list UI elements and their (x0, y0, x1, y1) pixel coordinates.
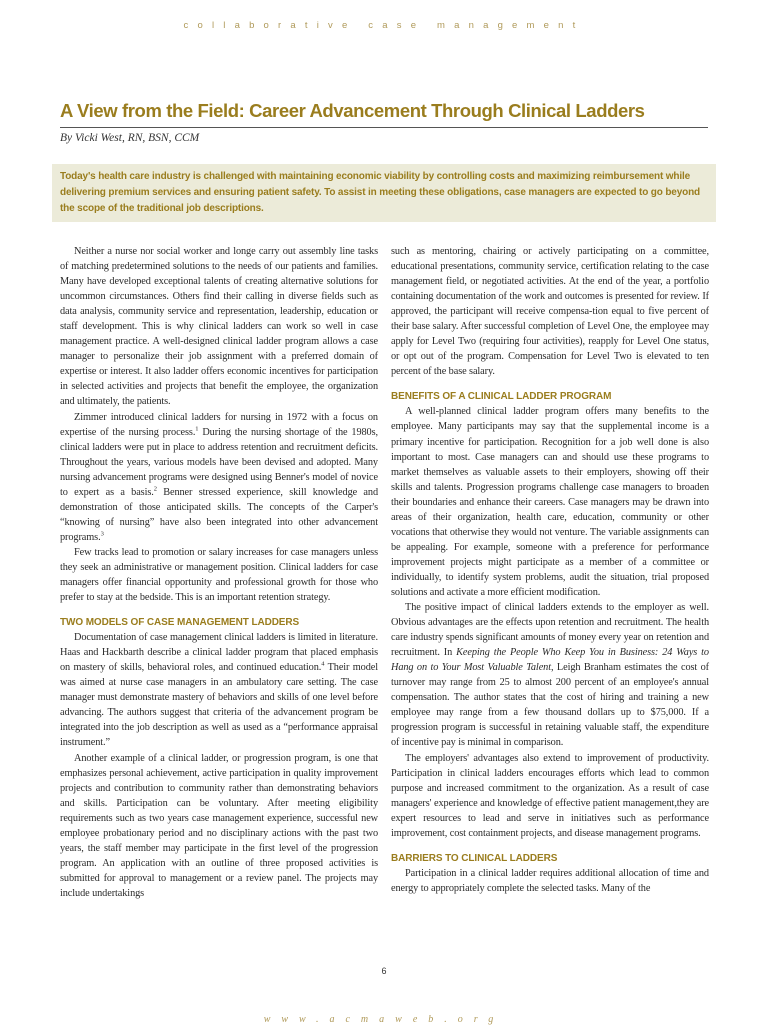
abstract-box (52, 164, 716, 222)
text-run: The positive impact of clinical ladders extends to the employer as well. Obvious advantages are the effects upon retention and recruitment. The health care industry spends significant amounts of money every year on retention and recruitment. In (391, 602, 709, 659)
article-title: A View from the Field: Career Advancement Through Clinical Ladders (60, 100, 645, 121)
body-paragraph: Few tracks lead to promotion or salary increases for case managers unless they seek an administrative or management position. Clinical ladders for case managers offer financial opportunity and professional growth for those who prefer to stay at the bedside. This is an important retention strategy. (60, 546, 378, 604)
text-run: , Leigh Branham estimates the cost of turnover may range from 25 to almost 200 percent of an employee's annual compensation. The author states that the cost of hiring and training a new employee may range from a few thousand dollars up to $75,000. If a progression program is successful in retaining valuable staff, the expenditure of incentive pay is minimal in comparison. (391, 662, 709, 749)
footer-url: www.acmaweb.org (263, 1014, 505, 1025)
text-run: Their model was aimed at nurse case managers in an ambulatory care setting. The case manager must demonstrate mastery of behaviors and skills of one level before advancing. The authors suggest that criteria of the advancement program be integrated into the job description as well as used as a “performance appraisal instrument.” (60, 662, 378, 749)
title-divider (60, 127, 708, 128)
text-run: During the nursing shortage of the 1980s, clinical ladders were put in place to address retention and recruitment deficits. Throughout the years, various models have been devised and adopted. Many nursing advancement programs were designed using Benner's model of novice to expert as a basis. (60, 426, 378, 498)
body-paragraph (60, 410, 378, 545)
body-paragraph: The employers' advantages also extend to improvement of productivity. Participation in clinical ladders encourages efforts which lead to common purpose and increased commitment to the organization. As a result of case managers' experience and knowledge of effective patient management,they are expert resources to lead and serve in initiatives such as performance improvement, cost containment projects, and disease management programs. (391, 752, 709, 839)
reference-marker: 1 (195, 425, 199, 433)
section-heading: BARRIERS TO CLINICAL LADDERS (391, 852, 558, 864)
page-number: 6 (381, 966, 387, 976)
book-title: Keeping the People Who Keep You in Business: 24 Ways to Hang on to Your Most Valuable Talent (391, 647, 709, 674)
left-column (60, 244, 378, 901)
body-paragraph (391, 600, 709, 750)
byline: By Vicki West, RN, BSN, CCM (60, 132, 200, 144)
text-run: Zimmer introduced clinical ladders for nursing in 1972 with a focus on expertise of the nursing process. (60, 411, 378, 438)
section-heading: TWO MODELS OF CASE MANAGEMENT LADDERS (60, 617, 300, 629)
text-run: Benner stressed experience, skill knowledge and demonstration of those anticipated skills. The concepts of the Carper's “knowing of nursing” have also been integrated into other advancement programs. (60, 486, 378, 543)
body-paragraph: such as mentoring, chairing or actively participating on a committee, educational presentations, community service, certification relating to the case management field, or negotiated activities. At the end of the year, a portfolio containing documentation of the work and outcomes is presented for review. If approved, the participant will receive compensa-tion equal to five percent of their base salary. After successful completion of Level One, the employee may apply for Level Two (requiring four activities), reapply for Level One status, or opt out of the program. Compensation for Level Two is elevated to ten percent of the base salary. (391, 246, 709, 378)
body-paragraph: Participation in a clinical ladder requires additional allocation of time and energy to appropriately complete the selected tasks. Many of the (391, 867, 709, 894)
body-paragraph: A well-planned clinical ladder program offers many benefits to the employee. Many participants may say that the supplemental income is a primary incentive for participation. Recognition for a job well done is also important to most. Case managers can and should use these programs to market themselves as valuable assets to their employers, showing off their skills and talents. Progression programs challenge case managers to broaden their boundaries and enhance their careers. Case managers may be drawn into areas of their organization, health care, education, community or other vocations that otherwise they would not venture. The variable assignments can be appealing. For example, someone with a preference for performance improvement projects might participate as a member of a committee or individually, to identify system problems, audit the situation, trial proposed solutions and activate a more efficient modification. (391, 406, 709, 598)
reference-marker: 4 (321, 660, 325, 668)
reference-marker: 2 (153, 485, 157, 493)
body-paragraph: Another example of a clinical ladder, or progression program, is one that emphasizes personal achievement, active participation in quality improvement projects and contribution to community rather than demonstrating behaviors and skills. Participation can be voluntary. After meeting eligibility requirements such as two years case management experience, successful new employee probationary period and no disciplinary actions with the past two years, the staff member may participate in the first level of the progression program. An application with an outline of three proposed activities is submitted for approval to management or a review panel. The projects may include undertakings (60, 752, 378, 899)
text-run: Documentation of case management clinical ladders is limited in literature. Haas and Hackbarth describe a clinical ladder program that placed emphasis on mastery of skills, behavioral roles, and continued education. (60, 632, 378, 674)
reference-marker: 3 (100, 530, 104, 538)
running-header: collaborative case management (183, 20, 585, 31)
section-heading: BENEFITS OF A CLINICAL LADDER PROGRAM (391, 391, 612, 403)
body-paragraph: Neither a nurse nor social worker and longe carry out assembly line tasks of matching predetermined solutions to the needs of our patients and families. Many have developed exceptional talents of creating alternative solutions for uncommon circumstances. Others find their calling in diverse fields such as data analysis, community service and representation, leadership, education or staff development. This is why clinical ladders can work so well in case management practice. A well-designed clinical ladder program allows a case manager to personalize their job assignment with a preferred domain of expertise or interest. It also ladder offers economic incentives for participation in selected activities and projects that benefit the employee, the organization and ultimately, the patients. (60, 246, 378, 408)
right-column (391, 244, 709, 896)
body-paragraph (60, 630, 378, 750)
abstract-text: Today's health care industry is challenged with maintaining economic viability by controlling costs and maximizing reimbursement while delivering premium services and ensuring patient safety. To assist in meeting these obligations, case managers are expected to go beyond the scope of the traditional job descriptions. (60, 171, 700, 214)
